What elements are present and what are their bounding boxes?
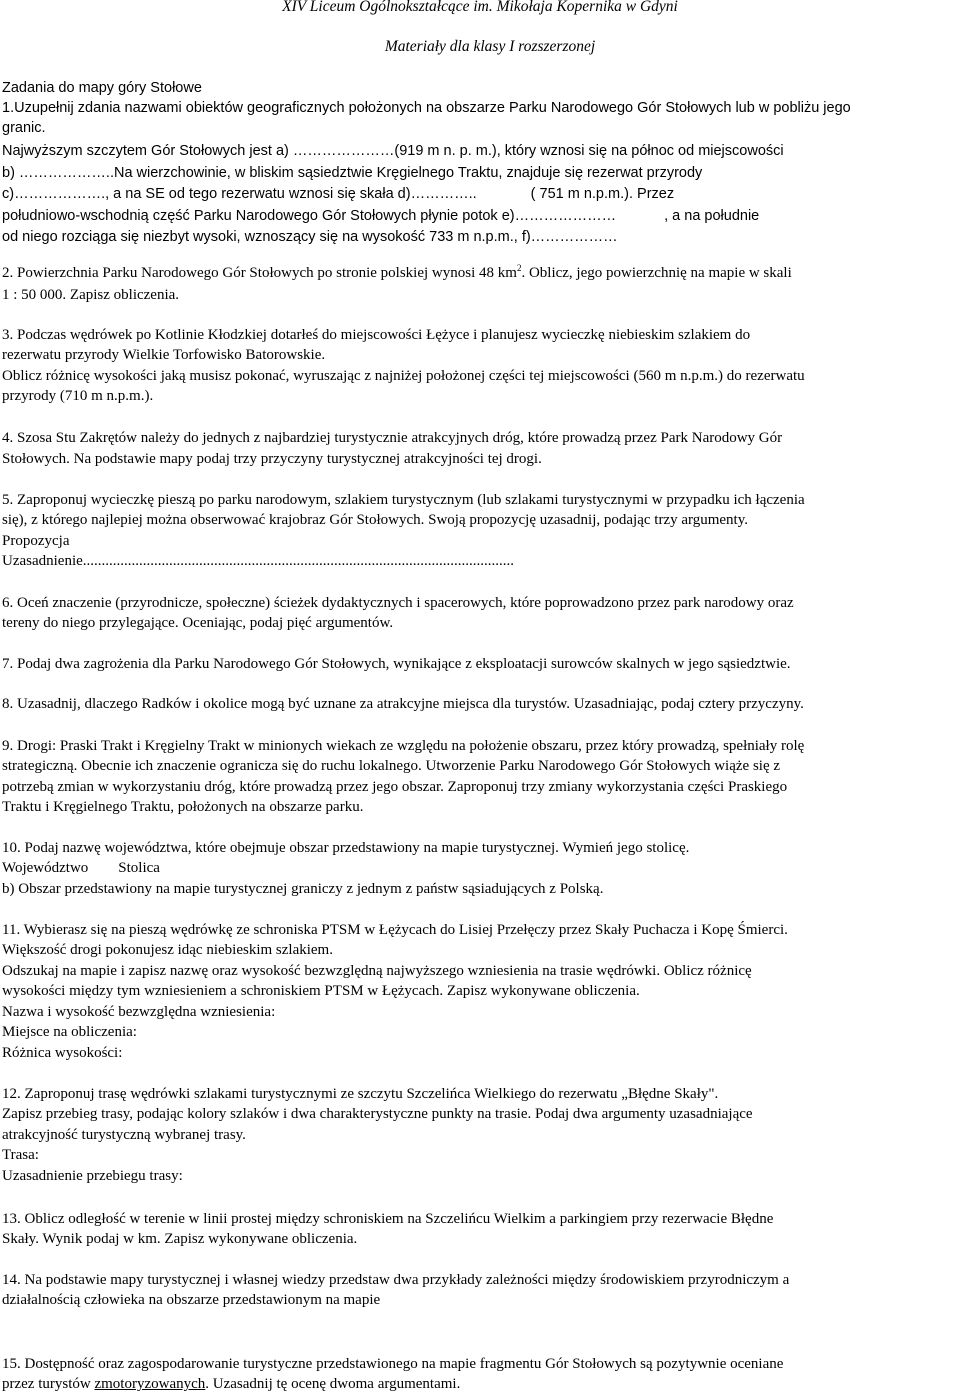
materials-subheader: Materiały dla klasy I rozszerzonej	[384, 38, 596, 55]
task9-line: 9. Drogi: Praski Trakt i Kręgielny Trakt w minionych wiekach ze względu na położenie obszaru, przez który prowadzą, spełniały rolę	[2, 738, 805, 754]
school-header: XIV Liceum Ogólnokształcące im. Mikołaja Kopernika w Gdyni	[282, 0, 678, 15]
task3-line: rezerwatu przyrody Wielkie Torfowisko Batorowskie.	[2, 347, 326, 363]
task10-line	[2, 858, 160, 878]
task1-text: c)………………., a na SE od tego rezerwatu wznosi się skała d)…………..	[2, 186, 481, 202]
task3-line: 3. Podczas wędrówek po Kotlinie Kłodzkiej dotarłeś do miejscowości Łężyce i planujesz wycieczkę niebieskim szlakiem do	[2, 327, 751, 343]
task1-text: , a na południe	[664, 208, 760, 224]
task5-line: 5. Zaproponuj wycieczkę pieszą po parku narodowym, szlakiem turystycznym (lub szlakami turystycznymi w przypadku ich łączenia	[2, 492, 805, 508]
task11-line: wysokości między tym wzniesieniem a schroniskiem PTSM w Łężycach. Zapisz wykonywane obliczenia.	[2, 983, 640, 999]
task12-line: Trasa:	[2, 1147, 39, 1163]
task12-line: Zapisz przebieg trasy, podając kolory szlaków i dwa charakterystyczne punkty na trasie. Podaj dwa argumenty uzasadniające	[2, 1106, 753, 1122]
task1-line: od niego rozciąga się niezbyt wysoki, wznoszący się na wysokość 733 m n.p.m., f)………………	[2, 229, 618, 245]
voivodeship-label: Województwo	[2, 860, 89, 876]
task13-line: Skały. Wynik podaj w km. Zapisz wykonywane obliczenia.	[2, 1231, 358, 1247]
task1-text: południowo-wschodnią część Parku Narodowego Gór Stołowych płynie potok e)…………………	[2, 208, 617, 224]
task12-line: atrakcyjność turystyczną wybranej trasy.	[2, 1127, 246, 1143]
task11-line: Różnica wysokości:	[2, 1045, 123, 1061]
task13-line: 13. Oblicz odległość w terenie w linii prostej między schroniskiem na Szczelińcu Wielkim a parkingiem przy rezerwacie Błędne	[2, 1211, 774, 1227]
task9-line: Traktu i Kręgielnego Traktu, położonych na obszarze parku.	[2, 799, 364, 815]
superscript: 2	[516, 263, 522, 273]
section-title: Zadania do mapy góry Stołowe	[2, 80, 202, 96]
task2-text: . Oblicz, jego powierzchnię na mapie w skali	[521, 265, 792, 281]
task1-text: ( 751 m n.p.m.). Przez	[530, 186, 675, 202]
task2-line: 1 : 50 000. Zapisz obliczenia.	[2, 287, 180, 303]
task4-line: Stołowych. Na podstawie mapy podaj trzy przyczyny turystycznej atrakcyjności tej drogi.	[2, 451, 542, 467]
task1-line: 1.Uzupełnij zdania nazwami obiektów geograficznych położonych na obszarze Parku Narodowego Gór Stołowych lub w pobliżu jego	[2, 100, 851, 116]
task8-line: 8. Uzasadnij, dlaczego Radków i okolice mogą być uznane za atrakcyjne miejsca dla turystów. Uzasadniając, podaj cztery przyczyny.	[2, 696, 804, 712]
task12-line: 12. Zaproponuj trasę wędrówki szlakami turystycznymi ze szczytu Szczelińca Wielkiego do rezerwatu „Błędne Skały".	[2, 1086, 719, 1102]
task15-text: . Uzasadnij tę ocenę dwoma argumentami.	[205, 1376, 461, 1392]
task9-line: strategiczną. Obecnie ich znaczenie ogranicza się do ruchu lokalnego. Utworzenie Parku Narodowego Gór Stołowych wiąże się z	[2, 758, 781, 774]
task11-line: Odszukaj na mapie i zapisz nazwę oraz wysokość bezwzględną najwyższego wzniesienia na trasie wędrówki. Oblicz różnicę	[2, 963, 752, 979]
task11-line: Większość drogi pokonujesz idąc niebieskim szlakiem.	[2, 942, 333, 958]
task7-line: 7. Podaj dwa zagrożenia dla Parku Narodowego Gór Stołowych, wynikające z eksploatacji surowców skalnych w jego sąsiedztwie.	[2, 656, 791, 672]
task11-line: 11. Wybierasz się na pieszą wędrówkę ze schroniska PTSM w Łężycach do Lisiej Przełęczy przez Skały Puchacza i Kopę Śmierci.	[2, 922, 788, 938]
task5-line: się), z którego najlepiej można obserwować krajobraz Gór Stołowych. Swoją propozycję uzasadnij, podając trzy argumenty.	[2, 512, 749, 528]
task1-line: granic.	[2, 120, 46, 136]
task15-text: przez turystów	[2, 1376, 95, 1392]
task5-line: Uzasadnienie...................................................................................................................	[2, 553, 515, 569]
task15-line: 15. Dostępność oraz zagospodarowanie turystyczne przedstawionego na mapie fragmentu Gór Stołowych są pozytywnie oceniane	[2, 1356, 784, 1372]
task12-line: Uzasadnienie przebiegu trasy:	[2, 1168, 183, 1184]
task9-line: potrzebą zmian w wykorzystaniu dróg, które prowadzą przez jego obszar. Zaproponuj trzy zmiany wykorzystania części Praskiego	[2, 779, 788, 795]
task15-line	[2, 1374, 460, 1394]
task1-line	[2, 184, 674, 204]
underlined-word: zmotoryzowanych	[94, 1376, 206, 1392]
task3-line: przyrody (710 m n.p.m.).	[2, 388, 154, 404]
task5-line: Propozycja	[2, 533, 70, 549]
capital-label: Stolica	[118, 860, 160, 876]
task3-line: Oblicz różnicę wysokości jaką musisz pokonać, wyruszając z najniżej położonej części tej miejscowości (560 m n.p.m.) do rezerwatu	[2, 368, 805, 384]
task11-line: Nazwa i wysokość bezwzględna wzniesienia:	[2, 1004, 276, 1020]
task6-line: tereny do niego przylegające. Oceniając, podaj pięć argumentów.	[2, 615, 394, 631]
task4-line: 4. Szosa Stu Zakrętów należy do jednych z najbardziej turystycznie atrakcyjnych dróg, które prowadzą przez Park Narodowy Gór	[2, 430, 783, 446]
task2-text: 2. Powierzchnia Parku Narodowego Gór Stołowych po stronie polskiej wynosi 48 km	[2, 265, 517, 281]
task10-line: b) Obszar przedstawiony na mapie turystycznej graniczy z jednym z państw sąsiadujących z Polską.	[2, 881, 604, 897]
task1-line	[2, 206, 759, 226]
task2-line	[2, 263, 792, 283]
task10-line: 10. Podaj nazwę województwa, które obejmuje obszar przedstawiony na mapie turystycznej. Wymień jego stolicę.	[2, 840, 690, 856]
task1-line: Najwyższym szczytem Gór Stołowych jest a) …………………(919 m n. p. m.), który wznosi się na północ od miejscowości	[2, 143, 784, 159]
task14-line: 14. Na podstawie mapy turystycznej i własnej wiedzy przedstaw dwa przykłady zależności między środowiskiem przyrodniczym a	[2, 1272, 790, 1288]
task14-line: działalnością człowieka na obszarze przedstawionym na mapie	[2, 1292, 381, 1308]
task6-line: 6. Oceń znaczenie (przyrodnicze, społeczne) ścieżek dydaktycznych i spacerowych, które poprowadzono przez park narodowy oraz	[2, 595, 794, 611]
task11-line: Miejsce na obliczenia:	[2, 1024, 137, 1040]
task1-line: b) ………………..Na wierzchowinie, w bliskim sąsiedztwie Kręgielnego Traktu, znajduje się rezerwat przyrody	[2, 165, 703, 181]
